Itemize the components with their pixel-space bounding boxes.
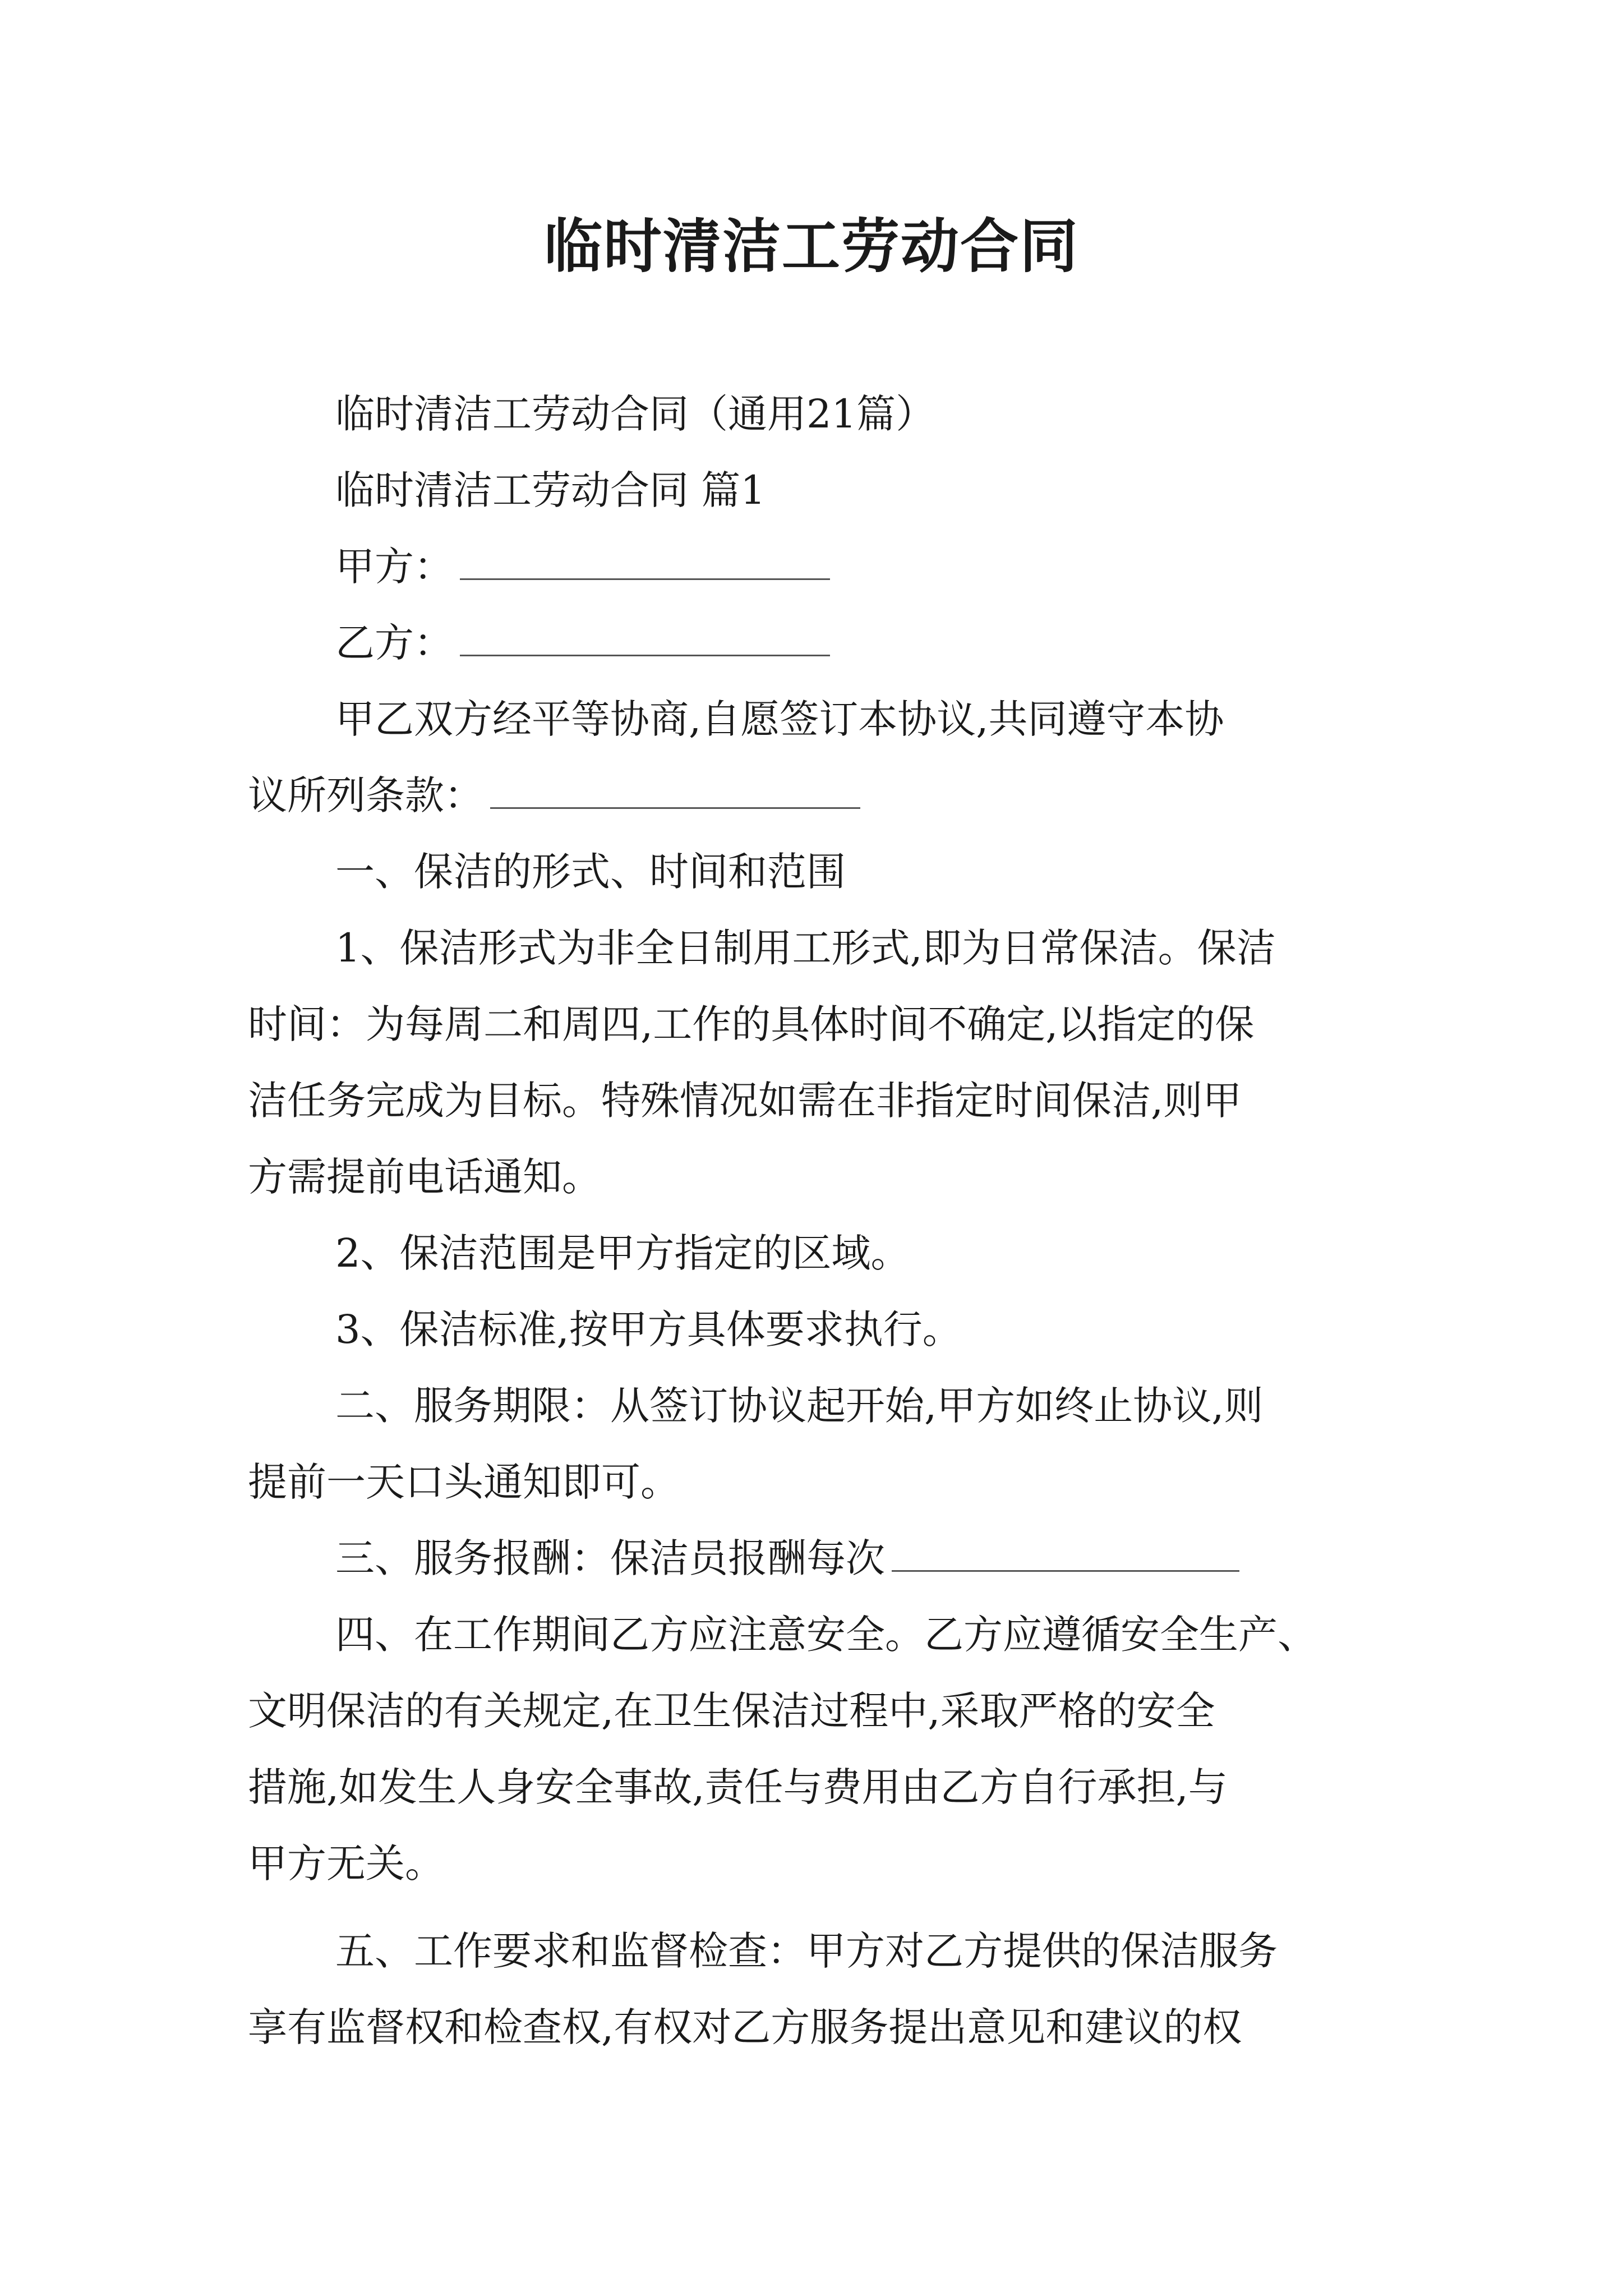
paragraph-line: 措施,如发生人身安全事故,责任与费用由乙方自行承担,与 bbox=[248, 1764, 1228, 1810]
party-a-label: 甲方： bbox=[335, 544, 453, 590]
intro-line: 甲乙双方经平等协商,自愿签订本协议,共同遵守本协 bbox=[335, 696, 1224, 742]
party-b-line bbox=[335, 616, 830, 670]
payment-blank bbox=[892, 1536, 1239, 1572]
paragraph-line: 2、保洁范围是甲方指定的区域。 bbox=[335, 1230, 910, 1276]
party-b-blank bbox=[460, 621, 830, 656]
heading-5: 五、工作要求和监督检查：甲方对乙方提供的保洁服务 bbox=[335, 1928, 1278, 1974]
paragraph-line: 方需提前电话通知。 bbox=[248, 1154, 601, 1200]
paragraph-line: 3、保洁标准,按甲方具体要求执行。 bbox=[335, 1306, 962, 1352]
paragraph-line: 1、保洁形式为非全日制用工形式,即为日常保洁。保洁 bbox=[335, 925, 1276, 971]
paragraph-line: 洁任务完成为目标。特殊情况如需在非指定时间保洁,则甲 bbox=[248, 1078, 1242, 1124]
intro-blank bbox=[490, 774, 860, 809]
subtitle: 临时清洁工劳动合同（通用21篇） bbox=[335, 391, 935, 437]
heading-3: 三、服务报酬：保洁员报酬每次 bbox=[335, 1535, 885, 1581]
paragraph-line: 甲方无关。 bbox=[248, 1841, 444, 1887]
party-a-blank bbox=[460, 545, 830, 580]
heading-1: 一、保洁的形式、时间和范围 bbox=[335, 849, 846, 895]
section-heading: 临时清洁工劳动合同 篇1 bbox=[335, 467, 766, 513]
document-title: 临时清洁工劳动合同 bbox=[543, 212, 1079, 280]
paragraph-line: 时间：为每周二和周四,工作的具体时间不确定,以指定的保 bbox=[248, 1001, 1255, 1047]
paragraph-line: 提前一天口头通知即可。 bbox=[248, 1459, 680, 1505]
party-b-label: 乙方： bbox=[335, 620, 453, 666]
heading-4: 四、在工作期间乙方应注意安全。乙方应遵循安全生产、 bbox=[335, 1612, 1317, 1658]
heading-2: 二、服务期限：从签订协议起开始,甲方如终止协议,则 bbox=[335, 1383, 1264, 1429]
intro-text: 议所列条款： bbox=[248, 772, 483, 818]
heading-3-line bbox=[335, 1531, 1239, 1585]
intro-line-cont bbox=[248, 769, 860, 822]
party-a-line bbox=[335, 540, 830, 593]
paragraph-line: 文明保洁的有关规定,在卫生保洁过程中,采取严格的安全 bbox=[248, 1688, 1215, 1734]
paragraph-line: 享有监督权和检查权,有权对乙方服务提出意见和建议的权 bbox=[248, 2004, 1242, 2050]
